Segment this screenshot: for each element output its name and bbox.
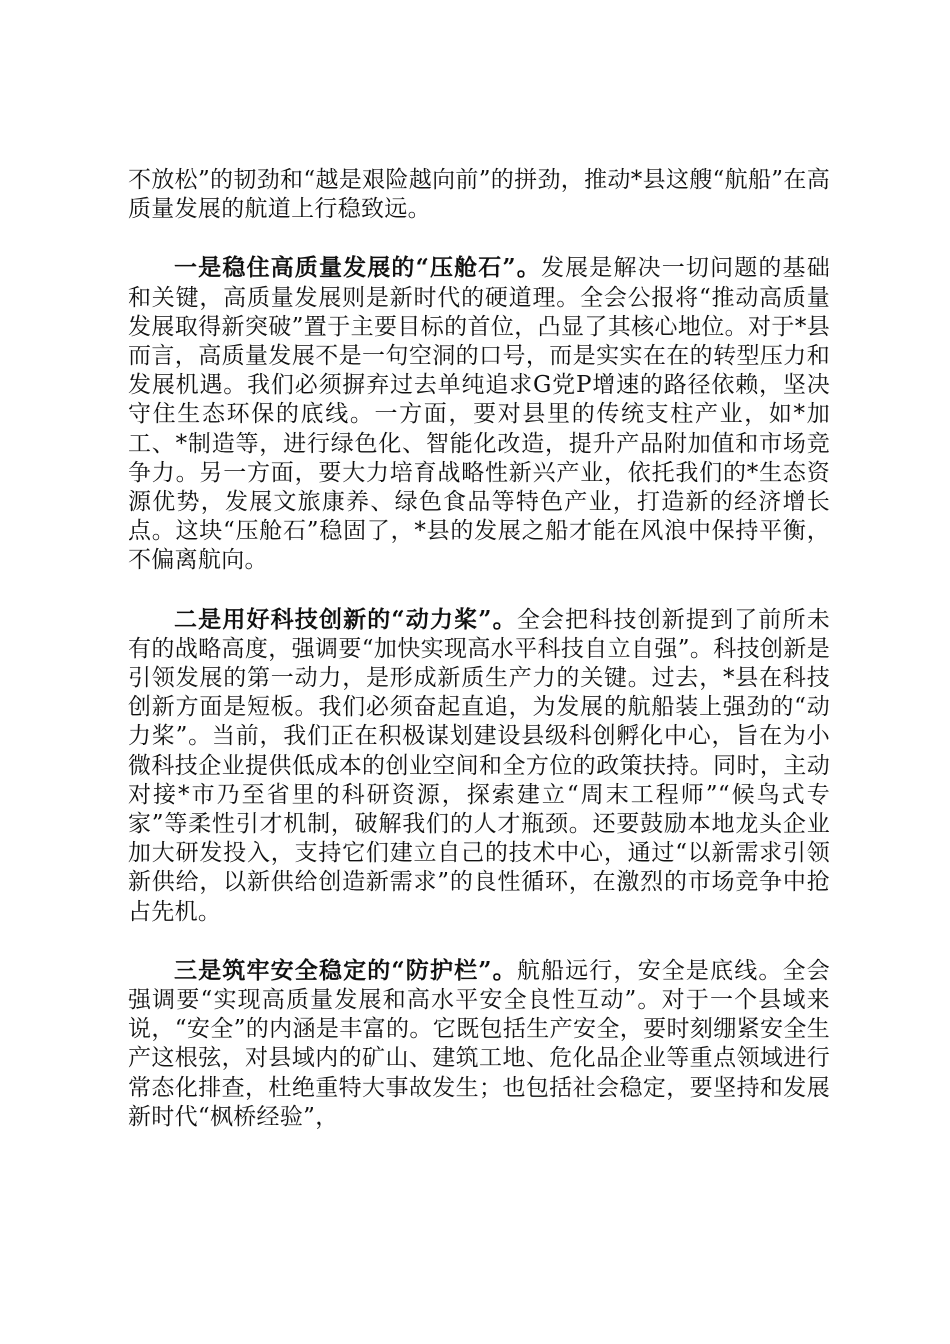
paragraph-text: 不放松”的韧劲和“越是艰险越向前”的拼劲，推动*县这艘“航船”在高质量发展的航道上行稳致远。 <box>128 167 830 223</box>
paragraph-heading: 一是稳住高质量发展的“压舱石”。 <box>174 254 541 282</box>
paragraph-text: 全会把科技创新提到了前所未有的战略高度，强调要“加快实现高水平科技自立自强”。科技创新是引领发展的第一动力，是形成新质生产力的关键。过去，*县在科技创新方面是短板。我们必须奋起直追，为发展的航船装上强劲的“动力桨”。当前，我们正在积极谋划建设县级科创孵化中心，旨在为小微科技企业提供低成本的创业空间和全方位的政策扶持。同时，主动对接*市乃至省里的科研资源，探索建立“周末工程师”“候鸟式专家”等柔性引才机制，破解我们的人才瓶颈。还要鼓励本地龙头企业加大研发投入，支持它们建立自己的技术中心，通过“以新需求引领新供给，以新供给创造新需求”的良性循环，在激烈的市场竞争中抢占先机。 <box>128 606 830 925</box>
document-body <box>128 166 830 1161</box>
paragraph-continuation <box>128 166 830 224</box>
paragraph-heading: 三是筑牢安全稳定的“防护栏”。 <box>174 956 517 984</box>
paragraph-power-oar <box>128 605 830 927</box>
paragraph-guardrail <box>128 956 830 1132</box>
paragraph-text: 发展是解决一切问题的基础和关键，高质量发展则是新时代的硬道理。全会公报将“推动高质量发展取得新突破”置于主要目标的首位，凸显了其核心地位。对于*县而言，高质量发展不是一句空洞的口号，而是实实在在的转型压力和发展机遇。我们必须摒弃过去单纯追求G党P增速的路径依赖，坚决守住生态环保的底线。一方面，要对县里的传统支柱产业，如*加工、*制造等，进行绿色化、智能化改造，提升产品附加值和市场竞争力。另一方面，要大力培育战略性新兴产业，依托我们的*生态资源优势，发展文旅康养、绿色食品等特色产业，打造新的经济增长点。这块“压舱石”稳固了，*县的发展之船才能在风浪中保持平衡，不偏离航向。 <box>128 255 830 574</box>
paragraph-heading: 二是用好科技创新的“动力桨”。 <box>174 605 517 633</box>
paragraph-ballast-stone <box>128 253 830 575</box>
paragraph-text: 航船远行，安全是底线。全会强调要“实现高质量发展和高水平安全良性互动”。对于一个县域来说，“安全”的内涵是丰富的。它既包括生产安全，要时刻绷紧安全生产这根弦，对县域内的矿山、建筑工地、危化品企业等重点领域进行常态化排查，杜绝重特大事故发生；也包括社会稳定，要坚持和发展新时代“枫桥经验”， <box>128 957 830 1130</box>
